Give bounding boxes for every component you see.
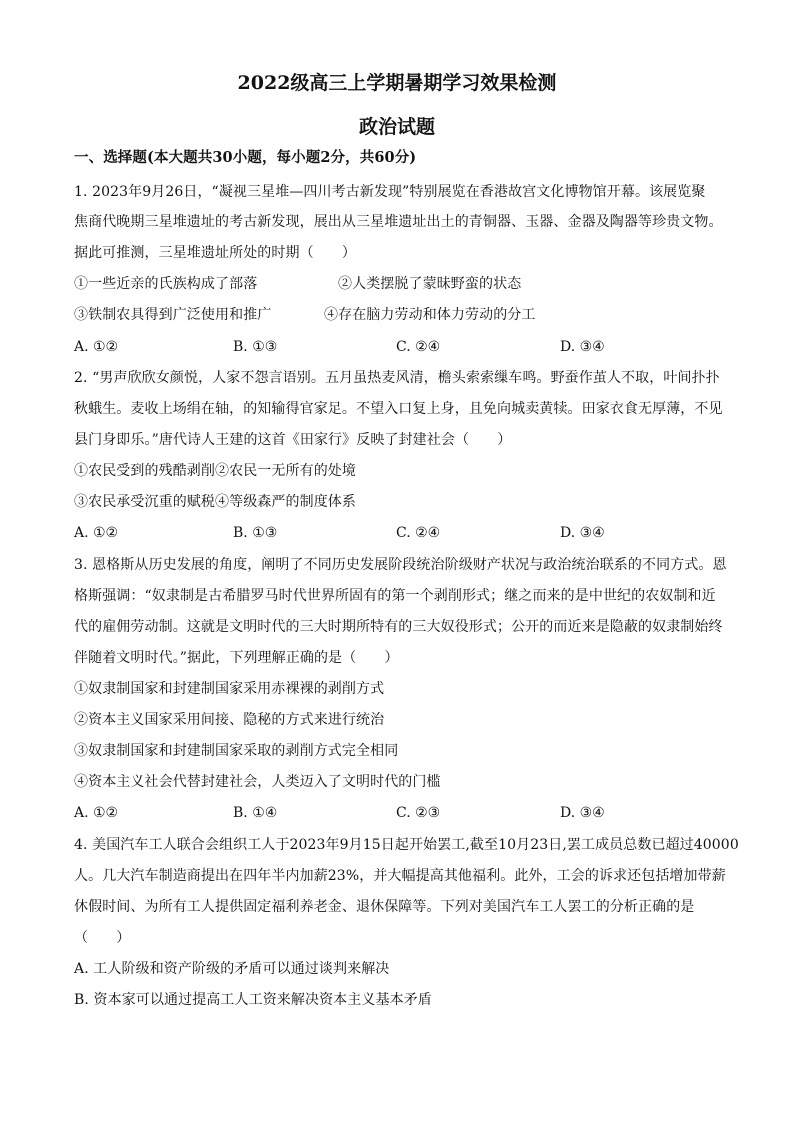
question-text-line: 伴随着文明时代。”据此，下列理解正确的是（ ） [74,650,399,666]
statement-line: ①农民受到的残酷剥削②农民一无所有的处境 [74,463,356,479]
statement-line: ③奴隶制国家和封建制国家采取的剥削方式完全相同 [74,743,399,759]
statement-item: ③铁制农具得到广泛使用和推广 [74,307,272,323]
question-text-line: 格斯强调：“奴隶制是古希腊罗马时代世界所固有的第一个剥削形式；继之而来的是中世纪的农奴制和近 [74,588,716,604]
question-text-line: 4. 美国汽车工人联合会组织工人于2023年9月15日起开始罢工,截至10月23日,罢工成员总数已超过40000 [74,837,739,853]
option-c[interactable]: C. ②④ [396,339,441,355]
statement-line: ①奴隶制国家和封建制国家采用赤裸裸的剥削方式 [74,681,385,697]
option-a[interactable]: A. ①② [74,805,119,821]
statement-line: ④资本主义社会代替封建社会，人类迈入了文明时代的门槛 [74,774,441,790]
statement-row [74,274,724,294]
option-b[interactable]: B. ①③ [233,339,278,355]
option-d[interactable]: D. ③④ [560,805,605,821]
question-text-line: 人。几大汽车制造商提出在四年半内加薪23%，并大幅提高其他福利。此外，工会的诉求还包括增加带薪 [74,868,726,884]
option-b[interactable]: B. ①③ [233,525,278,541]
question-text-line: 秋蛾生。麦收上场绢在轴，的知输得官家足。不望入口复上身，且免向城卖黄犊。田家衣食无厚薄，不见 [74,401,723,417]
question-text-line: 据此可推测，三星堆遗址所处的时期（ ） [74,245,356,261]
question-text-line: 1. 2023年9月26日，“凝视三星堆—四川考古新发现”特别展览在香港故宫文化博物馆开幕。该展览聚 [74,184,706,200]
statement-item: ②人类摆脱了蒙昧野蛮的状态 [338,276,522,292]
statement-line: ③农民承受沉重的赋税④等级森严的制度体系 [74,494,356,510]
subject-title: 政治试题 [358,116,435,138]
option-c[interactable]: C. ②④ [396,525,441,541]
option-a[interactable]: A. ①② [74,339,119,355]
question-text-line: （ ） [74,930,131,946]
exam-title: 2022级高三上学期暑期学习效果检测 [237,72,557,94]
option-b[interactable]: B. ①④ [233,805,278,821]
statement-item: ④存在脑力劳动和体力劳动的分工 [324,307,536,323]
section-heading: 一、选择题(本大题共30小题，每小题2分，共60分) [74,149,417,166]
option-a[interactable]: A. ①② [74,525,119,541]
question-text-line: 代的雇佣劳动制。这就是文明时代的三大时期所特有的三大奴役形式；公开的而近来是隐蔽的奴隶制始终 [74,619,723,635]
option-b[interactable]: B. 资本家可以通过提高工人工资来解决资本主义基本矛盾 [74,992,432,1008]
option-a[interactable]: A. 工人阶级和资产阶级的矛盾可以通过谈判来解决 [74,961,390,977]
option-d[interactable]: D. ③④ [560,525,605,541]
statement-line: ②资本主义国家采用间接、隐秘的方式来进行统治 [74,712,385,728]
question-text-line: 县门身即乐。”唐代诗人王建的这首《田家行》反映了封建社会（ ） [74,432,512,448]
question-text-line: 焦商代晚期三星堆遗址的考古新发现，展出从三星堆遗址出土的青铜器、玉器、金器及陶器等珍贵文物。 [74,214,723,230]
option-d[interactable]: D. ③④ [560,339,605,355]
question-text-line: 3. 恩格斯从历史发展的角度，阐明了不同历史发展阶段统治阶级财产状况与政治统治联系的不同方式。恩 [74,557,727,573]
statement-item: ①一些近亲的氏族构成了部落 [74,276,258,292]
statement-row [74,305,724,325]
question-text-line: 休假时间、为所有工人提供固定福利养老金、退休保障等。下列对美国汽车工人罢工的分析正确的是 [74,899,695,915]
question-text-line: 2. “男声欣欣女颜悦，人家不怨言语别。五月虽热麦风清，檐头索索缫车鸣。野蚕作茧人不取，叶间扑扑 [74,370,720,386]
option-c[interactable]: C. ②③ [396,805,441,821]
